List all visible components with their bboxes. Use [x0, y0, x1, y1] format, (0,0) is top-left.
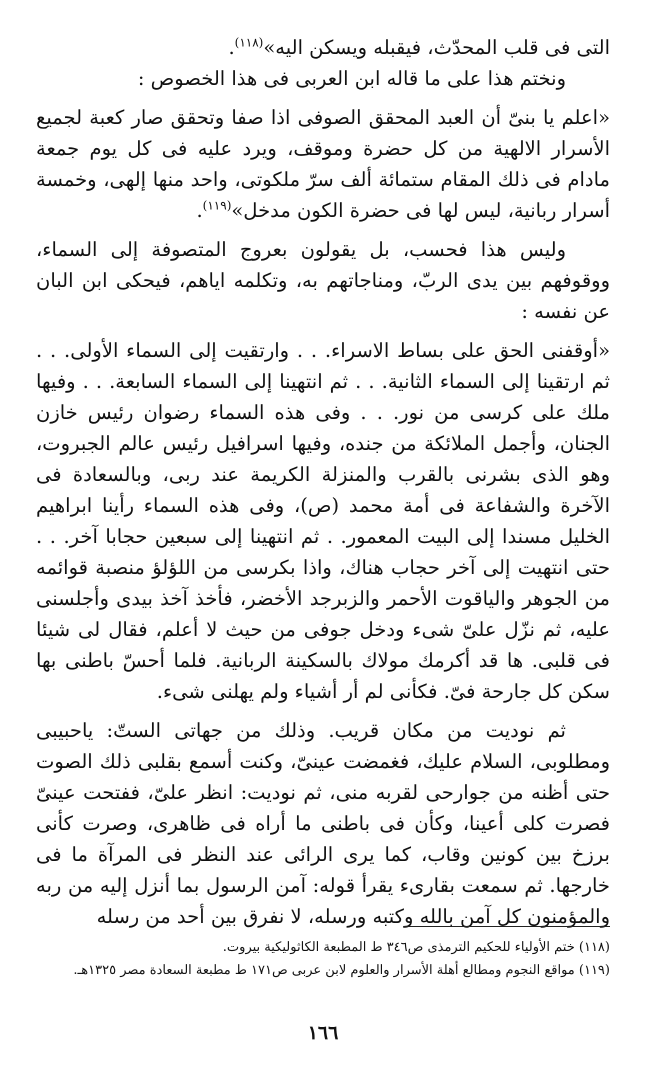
- footnotes: [36, 936, 610, 982]
- footnote-ref-118: (١١٨): [234, 35, 264, 50]
- paragraph-closing: ونختم هذا على ما قاله ابن العربى فى هذا الخصوص :: [137, 67, 566, 90]
- paragraph-continuation: [36, 32, 610, 63]
- continuation-end: .: [228, 36, 235, 59]
- body-text: [36, 32, 610, 932]
- continuation-text: التى فى قلب المحدّث، فيقبله ويسكن اليه»: [263, 36, 610, 59]
- paragraph-ascension: وليس هذا فحسب، بل يقولون بعروج المتصوفة إلى السماء، ووقوفهم بين يدى الربّ، ومناجاتهم به، وتكلمه اياهم، فيحكى ابن البان عن نفسه :: [36, 238, 610, 323]
- paragraph-calling: ثم نوديت من مكان قريب. وذلك من جهاتى الستّ: ياحبيبى ومطلوبى، السلام عليك، فغمضت عينىّ، وكنت أسمع بقلبى ذلك الصوت حتى أظنه من جوارحى لقربه منى، ثم نوديت: انظر علىّ، ففتحت عينىّ فصرت كلى أعينا، وكأن فى باطنى ما أراه فى ظاهرى، وصرت كأنى برزخ بين كونين وقاب، كما يرى الرائى عند النظر فى المرآة ما فى خارجها. ثم سمعت بقارىء يقرأ قوله: آمن الرسول بما أنزل إليه من ربه والمؤمنون كل آمن بالله وكتبه ورسله، لا نفرق بين أحد من رسله: [36, 719, 610, 928]
- quote-ibn-arabi-end: .: [196, 199, 203, 222]
- quote-ibn-al-ban: «أوقفنى الحق على بساط الاسراء. . . وارتقيت إلى السماء الأولى. . . ثم ارتقينا إلى السماء الثانية. . . ثم انتهينا إلى السماء السابعة. . . وفيها ملك على كرسى من نور. . . وفى هذه السماء رضوان رئيس خازن الجنان، وأجمل الملائكة من جنده، وفيها اسرافيل رئيس عالم الجبروت، وهو الذى بشرنى بالقرب والمنزلة الكريمة عند ربى، وبالسعادة فى الآخرة والشفاعة فى أمة محمد (ص)، وفى هذه السماء رأينا ابراهيم الخليل مسندا إلى البيت المعمور. . ثم انتهينا إلى سبعين حجابا آخر. . . حتى انتهيت إلى آخر حجاب هناك، واذا بكرسى من اللؤلؤ منصبة قوائمه من الجوهر والياقوت الأحمر والزبرجد الأخضر، فأخذ آخذ بيدى وأجلسنى عليه، ثم نزّل علىّ شىء ودخل جوفى من حيث لا أعلم، فقال لى شيئا فى قلبى. ها قد أكرمك مولاك بالسكينة الربانية. فلما أحسّ باطنى بها سكن كل جارحة فىّ. فكأنى لم أر أشياء ولم يهلنى شىء.: [36, 339, 610, 703]
- quote-ibn-arabi-text: «اعلم يا بنىّ أن العبد المحقق الصوفى اذا صفا وتحقق صار كعبة لجميع الأسرار الالهية من كل حضرة وموقف، ويرد عليه فى كل يوم جمعة مادام فى ذلك المقام ستمائة ألف سرّ ملكوتى، واحد منها إلهى، وخمسة أسرار ربانية، ليس لها فى حضرة الكون مدخل»: [36, 106, 610, 222]
- quote-ibn-arabi: [36, 102, 610, 226]
- page-number: ١٦٦: [307, 1022, 339, 1044]
- footnote-119: (١١٩) مواقع النجوم ومطالع أهلة الأسرار والعلوم لابن عربى ص١٧١ ط مطبعة السعادة مصر ١٣٢٥هـ.: [73, 963, 610, 978]
- footnote-ref-119: (١١٩): [202, 198, 232, 213]
- footnote-118: (١١٨) ختم الأولياء للحكيم الترمذى ص٣٤٦ ط المطبعة الكاثوليكية بيروت.: [222, 940, 610, 955]
- footnote-separator: [404, 926, 610, 927]
